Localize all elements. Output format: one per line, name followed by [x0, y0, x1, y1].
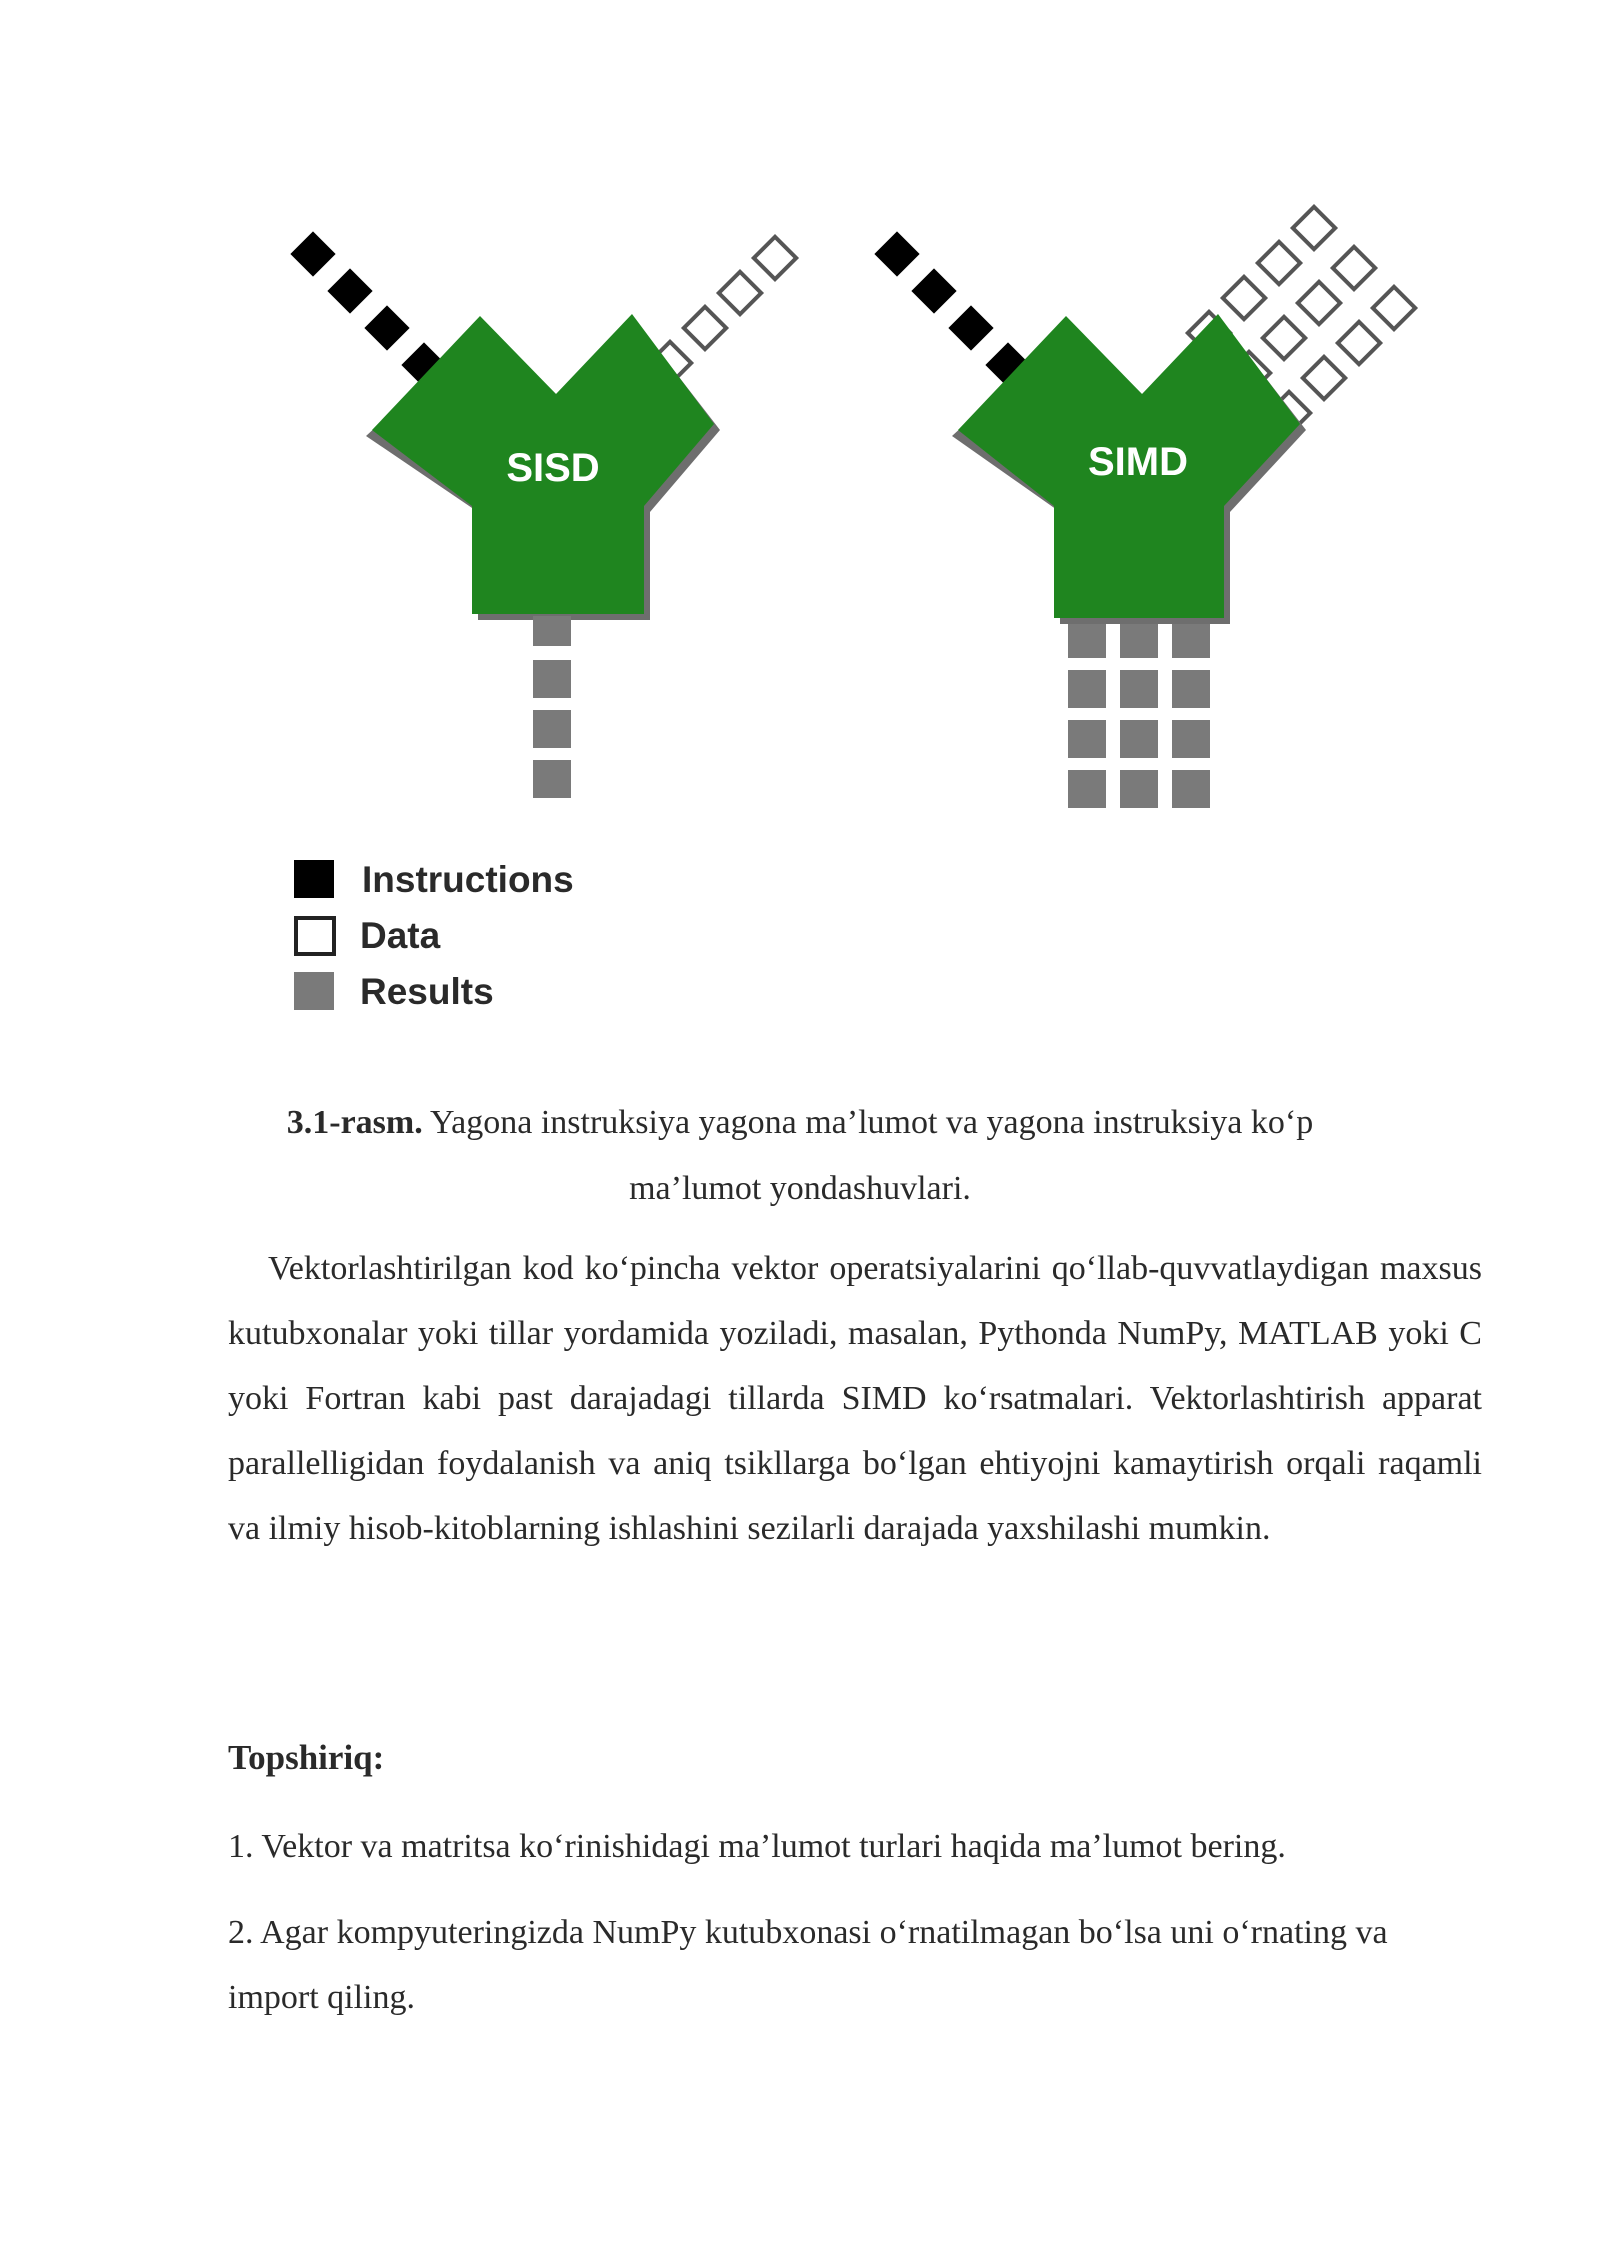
- sisd-results-stream: [533, 616, 571, 798]
- simd-label: SIMD: [1088, 440, 1188, 484]
- sisd-instruction-stream: [290, 231, 446, 387]
- task-item-1: 1. Vektor va matritsa ko‘rinishidagi ma’lumot turlari haqida ma’lumot bering.: [228, 1828, 1286, 1865]
- simd-results-stream: [1068, 624, 1210, 808]
- sisd-simd-diagram: [0, 0, 1600, 1060]
- task-item-2: 2. Agar kompyuteringizda NumPy kutubxonasi o‘rnatilmagan bo‘lsa uni o‘rnating va import qiling.: [228, 1914, 1388, 2016]
- legend-swatch-instructions: [294, 860, 334, 898]
- legend-swatch-results: [294, 972, 334, 1010]
- simd-instruction-stream: [874, 231, 1030, 387]
- legend-swatch-data: [296, 918, 334, 954]
- legend-label-data: Data: [360, 915, 441, 956]
- body-paragraph: Vektorlashtirilgan kod ko‘pincha vektor operatsiyalarini qo‘llab-quvvatlaydigan maxsus kutubxonalar yoki tillar yordamida yoziladi, masalan, Pythonda NumPy, MATLAB yoki C yoki Fortran kabi past darajadagi tillarda SIMD ko‘rsatmalari. Vektorlashtirish apparat parallelligidan foydalanish va aniq tsikllarga bo‘lgan ehtiyojni kamaytirish orqali raqamli va ilmiy hisob-kitoblarning ishlashini sezilarli darajada yaxshilashi mumkin.: [228, 1250, 1482, 1547]
- simd-diagram: [874, 207, 1415, 808]
- legend-label-instructions: Instructions: [362, 859, 574, 900]
- sisd-label: SISD: [506, 446, 600, 490]
- caption-number: 3.1-rasm.: [286, 1104, 423, 1141]
- figure-caption: [228, 1090, 1372, 1222]
- sisd-diagram: [290, 231, 796, 798]
- caption-text: Yagona instruksiya yagona ma’lumot va yagona instruksiya ko‘p ma’lumot yondashuvlari.: [429, 1104, 1314, 1207]
- legend-label-results: Results: [360, 971, 494, 1012]
- legend: [294, 859, 574, 1012]
- sisd-data-stream: [649, 237, 796, 384]
- task-heading: Topshiriq:: [228, 1738, 385, 1777]
